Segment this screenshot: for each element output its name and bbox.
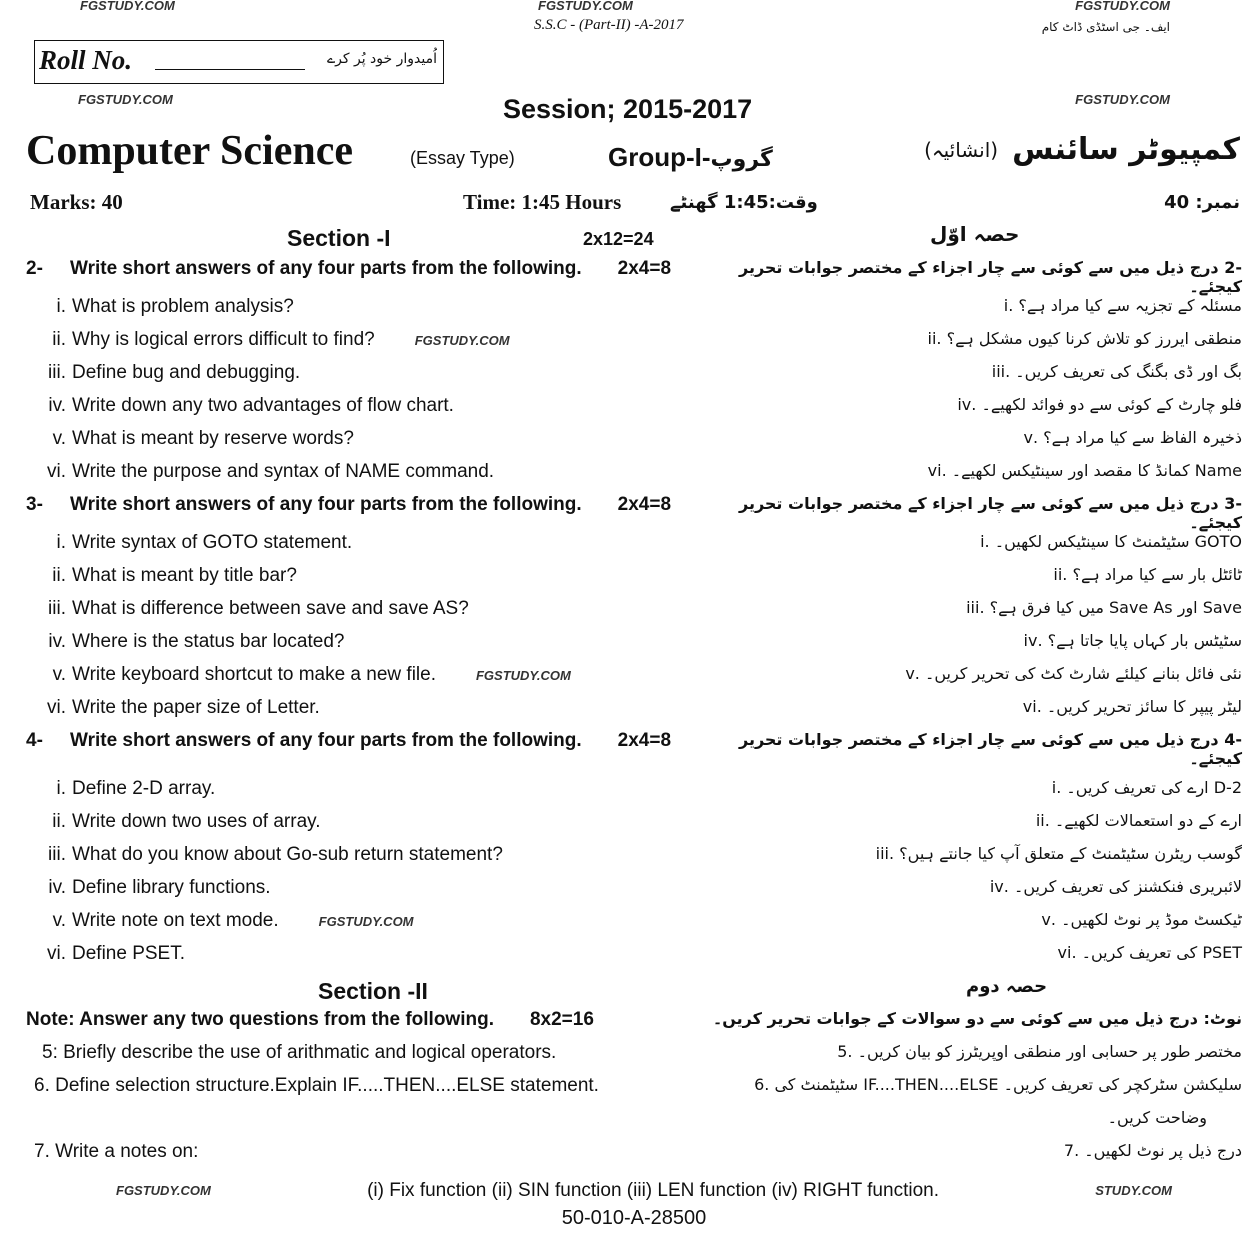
- question-item: What is problem analysis?: [72, 296, 294, 317]
- row-left: [26, 428, 354, 450]
- subject-urdu: کمپیوٹر سائنس: [1012, 132, 1240, 167]
- question-item: What do you know about Go-sub return statement?: [72, 844, 503, 865]
- group: Group-I-گروپ: [608, 142, 773, 172]
- item-label: i.: [56, 532, 66, 553]
- question-item-row: [26, 598, 1242, 631]
- marks-urdu: نمبر: 40: [1164, 192, 1240, 213]
- question-item-urdu: فلو چارٹ کے کوئی سے دو فوائد لکھیے۔ .iv: [957, 395, 1242, 414]
- question-7-parts: (i) Fix function (ii) SIN function (iii) LEN function (iv) RIGHT function.: [367, 1179, 939, 1201]
- question-item-urdu: 2-D ارے کی تعریف کریں۔ .i: [1051, 778, 1242, 797]
- question-marks: 2x4=8: [617, 730, 672, 751]
- question-marks: 8x2=16: [529, 1009, 594, 1030]
- question-item-urdu: PSET کی تعریف کریں۔ .vi: [1057, 943, 1242, 962]
- item-label: v.: [52, 428, 66, 449]
- item-label: v.: [52, 664, 66, 685]
- section-2-note-row: [26, 1009, 1242, 1042]
- question-body: [0, 258, 1250, 1260]
- marks: Marks: 40: [30, 190, 123, 214]
- question-item: What is difference between save and save AS?: [72, 598, 469, 619]
- question-item-row: [26, 877, 1242, 910]
- roll-urdu: اُمیدوار خود پُر کرے: [326, 51, 437, 67]
- question-item: What is meant by title bar?: [72, 565, 297, 586]
- question-item: Write the purpose and syntax of NAME command.: [72, 461, 495, 482]
- question-heading-row: [26, 494, 1242, 532]
- question-item-row: [26, 811, 1242, 844]
- question-6-cont-row: [26, 1108, 1242, 1141]
- row-left: [26, 1042, 556, 1064]
- question-5-urdu: مختصر طور پر حسابی اور منطقی اوپریٹرز کو بیان کریں۔ .5: [837, 1042, 1242, 1061]
- watermark: FGSTUDY.COM: [1075, 0, 1170, 13]
- time: Time: 1:45 Hours: [463, 190, 622, 214]
- roll-number-box[interactable]: [34, 40, 444, 84]
- question-item-urdu: بگ اور ڈی بگنگ کی تعریف کریں۔ .iii: [991, 362, 1242, 381]
- question-number: 4-: [26, 730, 43, 751]
- question-item-urdu: Name کمانڈ کا مقصد اور سینٹیکس لکھیے۔ .vi: [927, 461, 1242, 480]
- row-left: [26, 778, 215, 800]
- question-item-row: [26, 844, 1242, 877]
- question-item-urdu: سٹیٹس بار کہاں پایا جاتا ہے؟ .iv: [1023, 631, 1242, 650]
- session: Session; 2015-2017: [503, 94, 753, 124]
- section-1-marks: 2x12=24: [583, 229, 654, 249]
- question-marks: 2x4=8: [617, 258, 672, 279]
- question-number: 2-: [26, 258, 43, 279]
- question-item-row: [26, 631, 1242, 664]
- watermark: STUDY.COM: [1095, 1183, 1172, 1198]
- question-heading-urdu: -2 درج ذیل میں سے کوئی سے چار اجزاء کے مختصر جوابات تحریر کیجئے۔: [738, 258, 1242, 296]
- item-label: iv.: [48, 877, 66, 898]
- item-label: vi.: [47, 943, 66, 964]
- question-item-urdu: گوسب ریٹرن سٹیٹمنٹ کے متعلق آپ کیا جانتے ہیں؟ .iii: [875, 844, 1242, 863]
- row-left: [26, 910, 414, 932]
- question-heading: Write short answers of any four parts from the following.: [70, 494, 582, 515]
- item-label: ii.: [52, 811, 66, 832]
- question-5: 5: Briefly describe the use of arithmatic and logical operators.: [42, 1042, 557, 1063]
- row-left: [26, 1009, 594, 1031]
- question-item-row: [26, 778, 1242, 811]
- subject-type: (Essay Type): [410, 148, 515, 168]
- roll-line: [155, 69, 305, 70]
- row-left: [26, 296, 294, 318]
- question-heading-urdu: -3 درج ذیل میں سے کوئی سے چار اجزاء کے مختصر جوابات تحریر کیجئے۔: [738, 494, 1242, 532]
- row-left: [26, 258, 671, 280]
- question-marks: 2x4=8: [617, 494, 672, 515]
- row-left: [26, 697, 320, 719]
- question-item: What is meant by reserve words?: [72, 428, 354, 449]
- question-item: Define bug and debugging.: [72, 362, 301, 383]
- section-1-urdu: حصہ اوّل: [930, 222, 1020, 246]
- question-item: Write note on text mode.: [72, 910, 279, 931]
- row-left: [26, 1075, 599, 1097]
- item-label: iv.: [48, 395, 66, 416]
- question-6-row: [26, 1075, 1242, 1108]
- question-item: Why is logical errors difficult to find?: [72, 329, 375, 350]
- item-label: iii.: [48, 362, 66, 383]
- question-heading: Write short answers of any four parts from the following.: [70, 730, 582, 751]
- footer-row: [26, 1207, 1242, 1240]
- row-left: [26, 1141, 198, 1163]
- item-label: iii.: [48, 598, 66, 619]
- roll-label: Roll No.: [39, 45, 133, 75]
- row-left: [26, 811, 321, 833]
- question-item-row: [26, 664, 1242, 697]
- question-item-row: [26, 565, 1242, 598]
- question-item-row: [26, 532, 1242, 565]
- watermark: FGSTUDY.COM: [78, 92, 173, 107]
- question-item-row: [26, 329, 1242, 362]
- question-item: Define library functions.: [72, 877, 271, 898]
- question-item-row: [26, 910, 1242, 943]
- question-item-urdu: منطقی ایررز کو تلاش کرنا کیوں مشکل ہے؟ .ii: [927, 329, 1242, 348]
- section-2-title: Section -II: [318, 978, 428, 1004]
- exam-title: S.S.C - (Part-II) -A-2017: [534, 17, 684, 33]
- question-item: Where is the status bar located?: [72, 631, 345, 652]
- watermark-urdu: ایف۔ جی اسٹڈی ڈاٹ کام: [1041, 20, 1170, 34]
- question-item-urdu: ارے کے دو استعمالات لکھیے۔ .ii: [1035, 811, 1242, 830]
- question-item-row: [26, 296, 1242, 329]
- row-left: [26, 877, 271, 899]
- question-item: Write syntax of GOTO statement.: [72, 532, 353, 553]
- question-item-urdu: مسئلہ کے تجزیہ سے کیا مراد ہے؟ .i: [1003, 296, 1242, 315]
- question-7-parts-row: [26, 1174, 1242, 1207]
- question-item: Write down two uses of array.: [72, 811, 321, 832]
- question-item-urdu: Save اور Save As میں کیا فرق ہے؟ .iii: [966, 598, 1242, 617]
- watermark: FGSTUDY.COM: [475, 668, 571, 683]
- question-item-urdu: لائبریری فنکشنز کی تعریف کریں۔ .iv: [989, 877, 1242, 896]
- watermark: FGSTUDY.COM: [414, 333, 510, 348]
- question-5-row: [26, 1042, 1242, 1075]
- question-item-urdu: نئی فائل بنانے کیلئے شارٹ کٹ کی تحریر کریں۔ .v: [905, 664, 1242, 683]
- watermark: FGSTUDY.COM: [116, 1183, 211, 1198]
- watermark: FGSTUDY.COM: [318, 914, 414, 929]
- row-left: [26, 532, 352, 554]
- question-item-row: [26, 428, 1242, 461]
- watermark: FGSTUDY.COM: [538, 0, 633, 13]
- section-2-note-urdu: نوٹ: درج ذیل میں سے کوئی سے دو سوالات کے جوابات تحریر کریں۔: [712, 1009, 1242, 1028]
- question-number: 3-: [26, 494, 43, 515]
- question-7-urdu: درج ذیل پر نوٹ لکھیں۔ .7: [1063, 1141, 1242, 1160]
- row-left: [26, 362, 300, 384]
- section-1-title: Section -I: [287, 225, 391, 251]
- row-left: [26, 565, 297, 587]
- question-6-urdu-cont: وضاحت کریں۔: [1107, 1108, 1207, 1127]
- item-label: vi.: [47, 697, 66, 718]
- question-heading-row: [26, 730, 1242, 768]
- question-item-row: [26, 362, 1242, 395]
- question-6: 6. Define selection structure.Explain IF.....THEN....ELSE statement.: [34, 1075, 599, 1096]
- question-item-row: [26, 461, 1242, 494]
- question-heading-row: [26, 258, 1242, 296]
- row-left: [26, 943, 185, 965]
- item-label: iii.: [48, 844, 66, 865]
- item-label: iv.: [48, 631, 66, 652]
- row-left: [26, 395, 454, 417]
- question-item: Write down any two advantages of flow chart.: [72, 395, 454, 416]
- row-left: [26, 631, 344, 653]
- section-2-note: Note: Answer any two questions from the following.: [26, 1009, 494, 1030]
- question-item-row: [26, 943, 1242, 976]
- question-item: Define PSET.: [72, 943, 185, 964]
- question-heading: Write short answers of any four parts from the following.: [70, 258, 582, 279]
- row-left: [26, 844, 503, 866]
- item-label: ii.: [52, 565, 66, 586]
- question-item-row: [26, 395, 1242, 428]
- question-item: Define 2-D array.: [72, 778, 216, 799]
- item-label: v.: [52, 910, 66, 931]
- row-left: [26, 730, 671, 752]
- subject-urdu-group: [924, 132, 1240, 167]
- question-7-row: [26, 1141, 1242, 1174]
- subject-title: Computer Science: [26, 128, 353, 174]
- question-item-urdu: ذخیرہ الفاظ سے کیا مراد ہے؟ .v: [1023, 428, 1242, 447]
- row-left: [26, 494, 671, 516]
- watermark: FGSTUDY.COM: [1075, 92, 1170, 107]
- paper-code: 50-010-A-28500: [561, 1207, 707, 1229]
- question-item-urdu: ٹیکسٹ موڈ پر نوٹ لکھیں۔ .v: [1041, 910, 1242, 929]
- item-label: ii.: [52, 329, 66, 350]
- question-item-urdu: GOTO سٹیٹمنٹ کا سینٹیکس لکھیں۔ .i: [980, 532, 1242, 551]
- question-7: 7. Write a notes on:: [34, 1141, 199, 1162]
- question-item: Write the paper size of Letter.: [72, 697, 320, 718]
- question-item: Write keyboard shortcut to make a new file.: [72, 664, 436, 685]
- item-label: i.: [56, 296, 66, 317]
- row-left: [26, 598, 469, 620]
- row-left: [26, 329, 510, 351]
- question-item-row: [26, 697, 1242, 730]
- section-2-heading: [26, 976, 1242, 1009]
- section-2-urdu: حصہ دوم: [966, 976, 1048, 997]
- item-label: i.: [56, 778, 66, 799]
- row-left: [26, 461, 494, 483]
- question-item-urdu: لیٹر پیپر کا سائز تحریر کریں۔ .vi: [1022, 697, 1242, 716]
- time-urdu: وقت:1:45 گھنٹے: [670, 192, 818, 213]
- question-6-urdu: سلیکشن سٹرکچر کی تعریف کریں۔ IF....THEN....ELSE سٹیٹمنٹ کی .6: [754, 1075, 1242, 1094]
- question-heading-urdu: -4 درج ذیل میں سے کوئی سے چار اجزاء کے مختصر جوابات تحریر کیجئے۔: [738, 730, 1242, 768]
- subject-type-urdu: (انشائیہ): [924, 137, 999, 162]
- row-left: [26, 664, 571, 686]
- watermark: FGSTUDY.COM: [80, 0, 175, 13]
- question-item-urdu: ٹائٹل بار سے کیا مراد ہے؟ .ii: [1053, 565, 1242, 584]
- item-label: vi.: [47, 461, 66, 482]
